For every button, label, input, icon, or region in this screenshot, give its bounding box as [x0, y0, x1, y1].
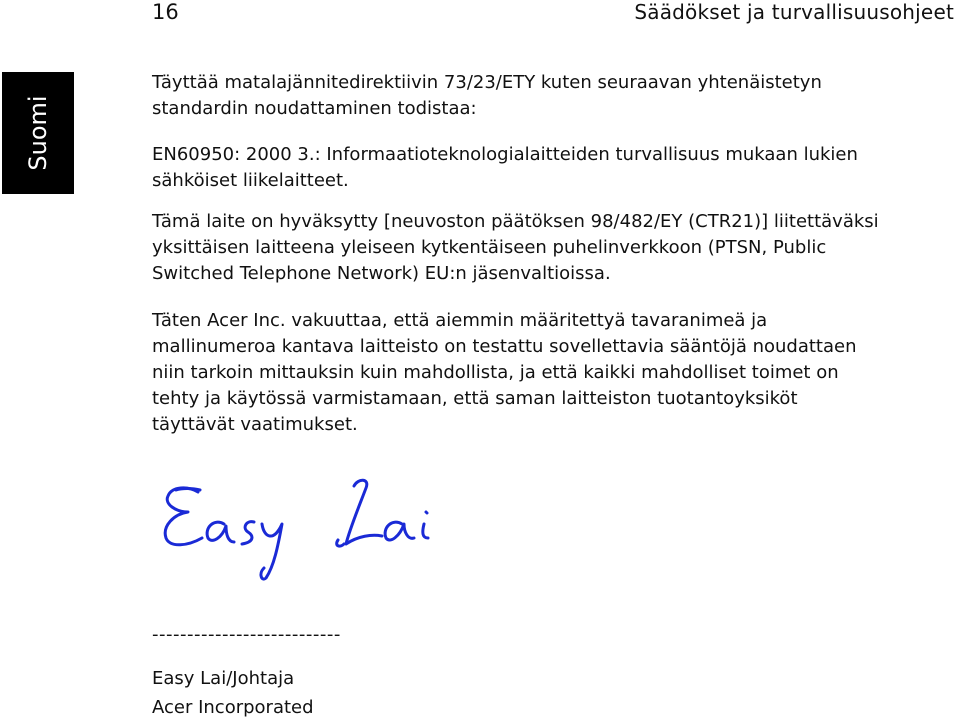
text-line: sähköiset liikelaitteet. [152, 170, 349, 191]
paragraph-standard [152, 142, 858, 194]
text-line: Switched Telephone Network) EU:n jäsenvaltioissa. [152, 263, 611, 284]
text-line: Täyttää matalajännitedirektiivin 73/23/ETY kuten seuraavan yhtenäistetyn [152, 72, 822, 93]
handwritten-signature [158, 474, 438, 584]
text-line: EN60950: 2000 3.: Informaatioteknologialaitteiden turvallisuus mukaan lukien [152, 144, 858, 165]
text-line: niin tarkoin mittauksin kuin mahdollista, ja että kaikki mahdolliset toimet on [152, 362, 839, 383]
text-line: mallinumeroa kantava laitteisto on testattu sovellettavia sääntöjä noudattaen [152, 336, 857, 357]
text-line: Tämä laite on hyväksytty [neuvoston päätöksen 98/482/EY (CTR21)] liitettäväksi [152, 211, 879, 232]
text-line: standardin noudattaminen todistaa: [152, 98, 477, 119]
paragraph-declaration [152, 308, 857, 438]
header-title: Säädökset ja turvallisuusohjeet [634, 0, 954, 24]
text-line: tehty ja käytössä varmistamaan, että saman laitteiston tuotantoyksiköt [152, 388, 798, 409]
language-tab [2, 72, 74, 194]
text-line: Täten Acer Inc. vakuuttaa, että aiemmin määritettyä tavaranimeä ja [152, 310, 768, 331]
signature-line: --------------------------- [152, 624, 341, 645]
signatory-company: Acer Incorporated [152, 697, 314, 718]
page-number: 16 [152, 0, 179, 24]
paragraph-approval [152, 209, 879, 287]
text-line: yksittäisen laitteena yleiseen kytkentäiseen puhelinverkkoon (PTSN, Public [152, 237, 827, 258]
signatory-name-title: Easy Lai/Johtaja [152, 668, 295, 689]
signatory-block [152, 664, 314, 721]
paragraph-directive [152, 70, 822, 122]
text-line: täyttävät vaatimukset. [152, 414, 358, 435]
language-tab-label: Suomi [24, 95, 52, 171]
